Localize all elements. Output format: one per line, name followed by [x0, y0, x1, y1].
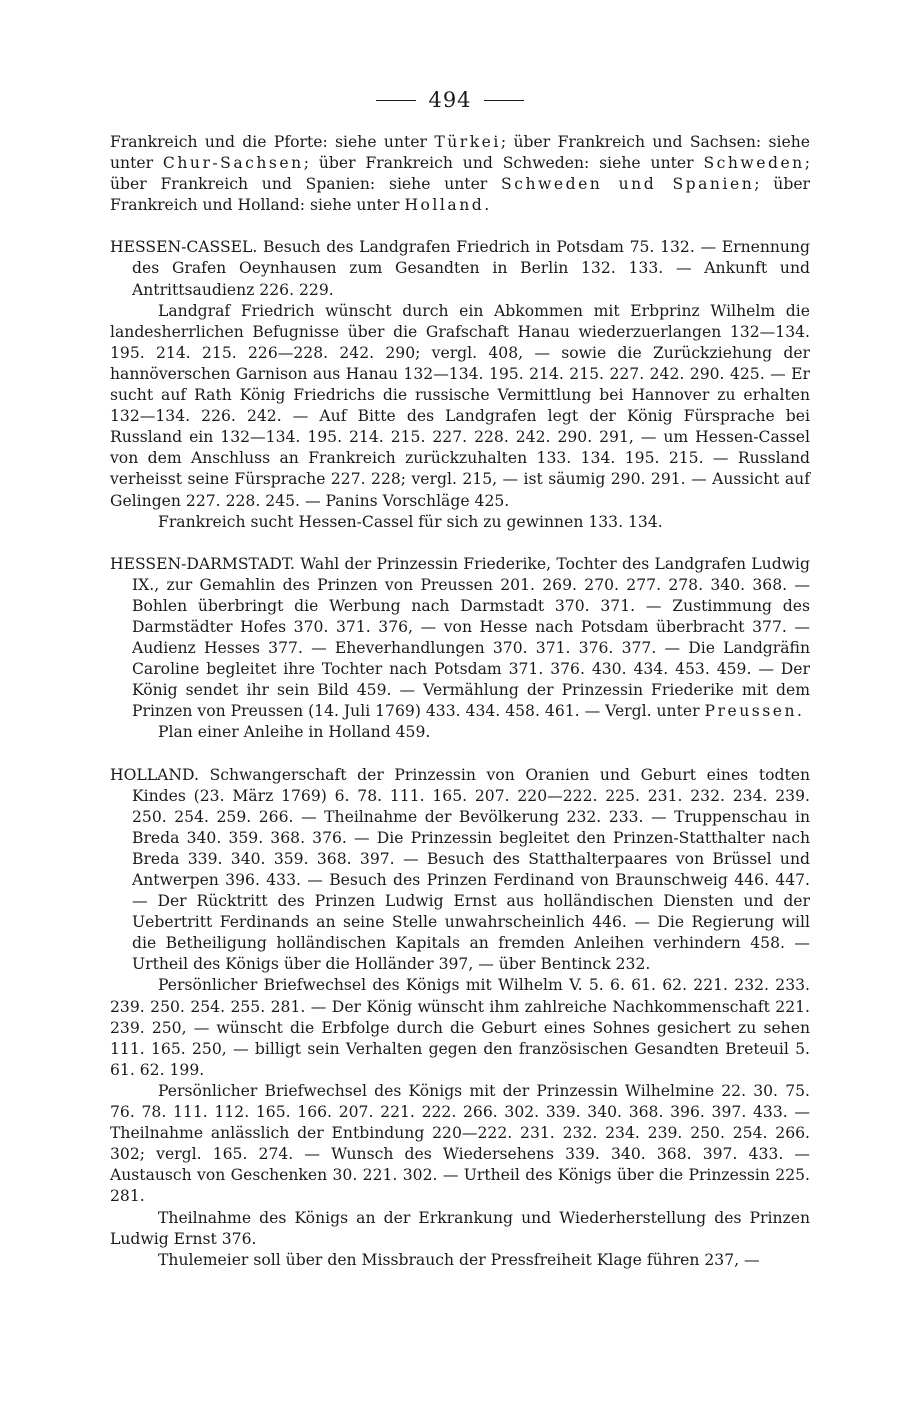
entry-heading: HESSEN-DARMSTADT.: [110, 554, 295, 573]
entry-hessen-cassel: [110, 237, 810, 300]
ref-schweden-und-spanien: Schweden und Spanien: [501, 175, 755, 194]
entry-heading: HOLLAND.: [110, 765, 199, 784]
entry-paragraph: Persönlicher Briefwechsel des Königs mit der Prinzessin Wilhelmine 22. 30. 75. 76. 78. 111. 112. 165. 166. 207. 221. 222. 266. 302. 339. 340. 368. 396. 397. 433. — Theilnahme anlässlich der Entbindung 220—222. 231. 232. 234. 239. 250. 254. 266. 302; vergl. 165. 274. — Wunsch des Wiedersehens 339. 340. 368. 397. 433. — Austausch von Geschenken 30. 221. 302. — Urtheil des Königs über die Prinzessin 225. 281.: [110, 1081, 810, 1206]
ref-schweden: Schweden: [703, 154, 805, 173]
ref-holland: Holland: [404, 196, 485, 215]
page-header: [0, 88, 900, 112]
index-content: [110, 132, 810, 1271]
entry-paragraph: Theilnahme des Königs an der Erkrankung und Wiederherstellung des Prinzen Ludwig Ernst 376.: [110, 1208, 810, 1248]
entry-paragraph: Plan einer Anleihe in Holland 459.: [158, 723, 431, 742]
entry-paragraph: Landgraf Friedrich wünscht durch ein Abkommen mit Erbprinz Wilhelm die landesherrlichen Befugnisse über die Grafschaft Hanau wiederzuerlangen 132—134. 195. 214. 215. 226—228. 242. 290; vergl. 408, — sowie die Zurückziehung der hannöverschen Garnison aus Hanau 132—134. 195. 214. 215. 227. 242. 290. 425. — Er sucht auf Rath König Friedrichs die russische Vermittlung bei Hannover zu erhalten 132—134. 226. 242. — Auf Bitte des Landgrafen legt der König Fürsprache bei Russland ein 132—134. 195. 214. 215. 227. 228. 242. 290. 291, — um Hessen-Cassel von dem Anschluss an Frankreich zurückzuhalten 133. 134. 195. 215. — Russland verheisst seine Fürsprache 227. 228; vergl. 215, — ist säumig 290. 291. — Aussicht auf Gelingen 227. 228. 245. — Panins Vorschläge 425.: [110, 301, 810, 510]
ref-chur-sachsen: Chur-Sachsen: [162, 154, 304, 173]
entry-text: .: [797, 702, 802, 721]
entry-holland: [110, 765, 810, 976]
intro-text: .: [484, 196, 490, 215]
intro-text: Frankreich und die Pforte: siehe unter: [110, 133, 435, 151]
intro-text: ; über Frankreich und Schweden: siehe unter: [303, 154, 704, 173]
ref-tuerkei: Türkei: [434, 133, 501, 151]
intro-text: ; über Frankreich und Spanien: siehe unter: [110, 154, 810, 194]
page-number: 494: [428, 88, 472, 112]
entry-text: Wahl der Prinzessin Friederike, Tochter des Landgrafen Ludwig IX., zur Gemahlin des Prinzen von Preussen 201. 269. 270. 277. 278. 340. 368. — Bohlen überbringt die Werbung nach Darmstadt 370. 371. — Zustimmung des Darmstädter Hofes 370. 371. 376, — von Hesse nach Potsdam überbracht 377. — Audienz Hesses 377. — Eheverhandlungen 370. 371. 376. 377. — Die Landgräfin Caroline begleitet ihre Tochter nach Potsdam 371. 376. 430. 434. 453. 459. — Der König sendet ihr sein Bild 459. — Vermählung der Prinzessin Friederike mit dem Prinzen von Preussen (14. Juli 1769) 433. 434. 458. 461. — Vergl. unter: [132, 554, 810, 721]
entry-paragraph: Persönlicher Briefwechsel des Königs mit Wilhelm V. 5. 6. 61. 62. 221. 232. 233. 239. 250. 254. 255. 281. — Der König wünscht ihm zahlreiche Nachkommenschaft 221. 239. 250, — wünscht die Erbfolge durch die Geburt eines Sohnes gesichert zu sehen 111. 165. 250, — billigt sein Verhalten gegen den französischen Gesandten Breteuil 5. 61. 62. 199.: [110, 976, 810, 1079]
entry-hessen-darmstadt: [110, 554, 810, 723]
entry-paragraph: Thulemeier soll über den Missbrauch der Pressfreiheit Klage führen 237, —: [158, 1250, 760, 1269]
intro-text: ; über Frankreich und Sachsen: siehe unter: [110, 133, 810, 173]
entry-heading: HESSEN-CASSEL.: [110, 238, 258, 257]
intro-paragraph: [110, 132, 810, 216]
header-rule-right: [484, 100, 524, 101]
entry-text: Schwangerschaft der Prinzessin von Oranien und Geburt eines todten Kindes (23. März 1769) 6. 78. 111. 165. 207. 220—222. 225. 231. 232. 234. 239. 250. 254. 259. 266. — Theilnahme der Bevölkerung 232. 233. — Truppenschau in Breda 340. 359. 368. 376. — Die Prinzessin begleitet den Prinzen-Statthalter nach Breda 339. 340. 359. 368. 397. — Besuch des Statthalterpaares von Brüssel und Antwerpen 396. 433. — Besuch des Prinzen Ferdinand von Braunschweig 446. 447. — Der Rücktritt des Prinzen Ludwig Ernst aus holländischen Diensten und der Uebertritt Ferdinands an seine Stelle unwahrscheinlich 446. — Die Regierung will die Betheiligung holländischen Kapitals an fremden Anleihen verhindern 458. — Urtheil des Königs über die Holländer 397, — über Bentinck 232.: [132, 765, 810, 974]
intro-text: ; über Frankreich und Holland: siehe unter: [110, 175, 810, 215]
entry-paragraph: Frankreich sucht Hessen-Cassel für sich zu gewinnen 133. 134.: [158, 512, 663, 531]
entry-text: Besuch des Landgrafen Friedrich in Potsdam 75. 132. — Ernennung des Grafen Oeynhausen zum Gesandten in Berlin 132. 133. — Ankunft und Antrittsaudienz 226. 229.: [132, 238, 810, 299]
ref-preussen: Preussen: [704, 702, 798, 721]
header-rule-left: [376, 100, 416, 101]
